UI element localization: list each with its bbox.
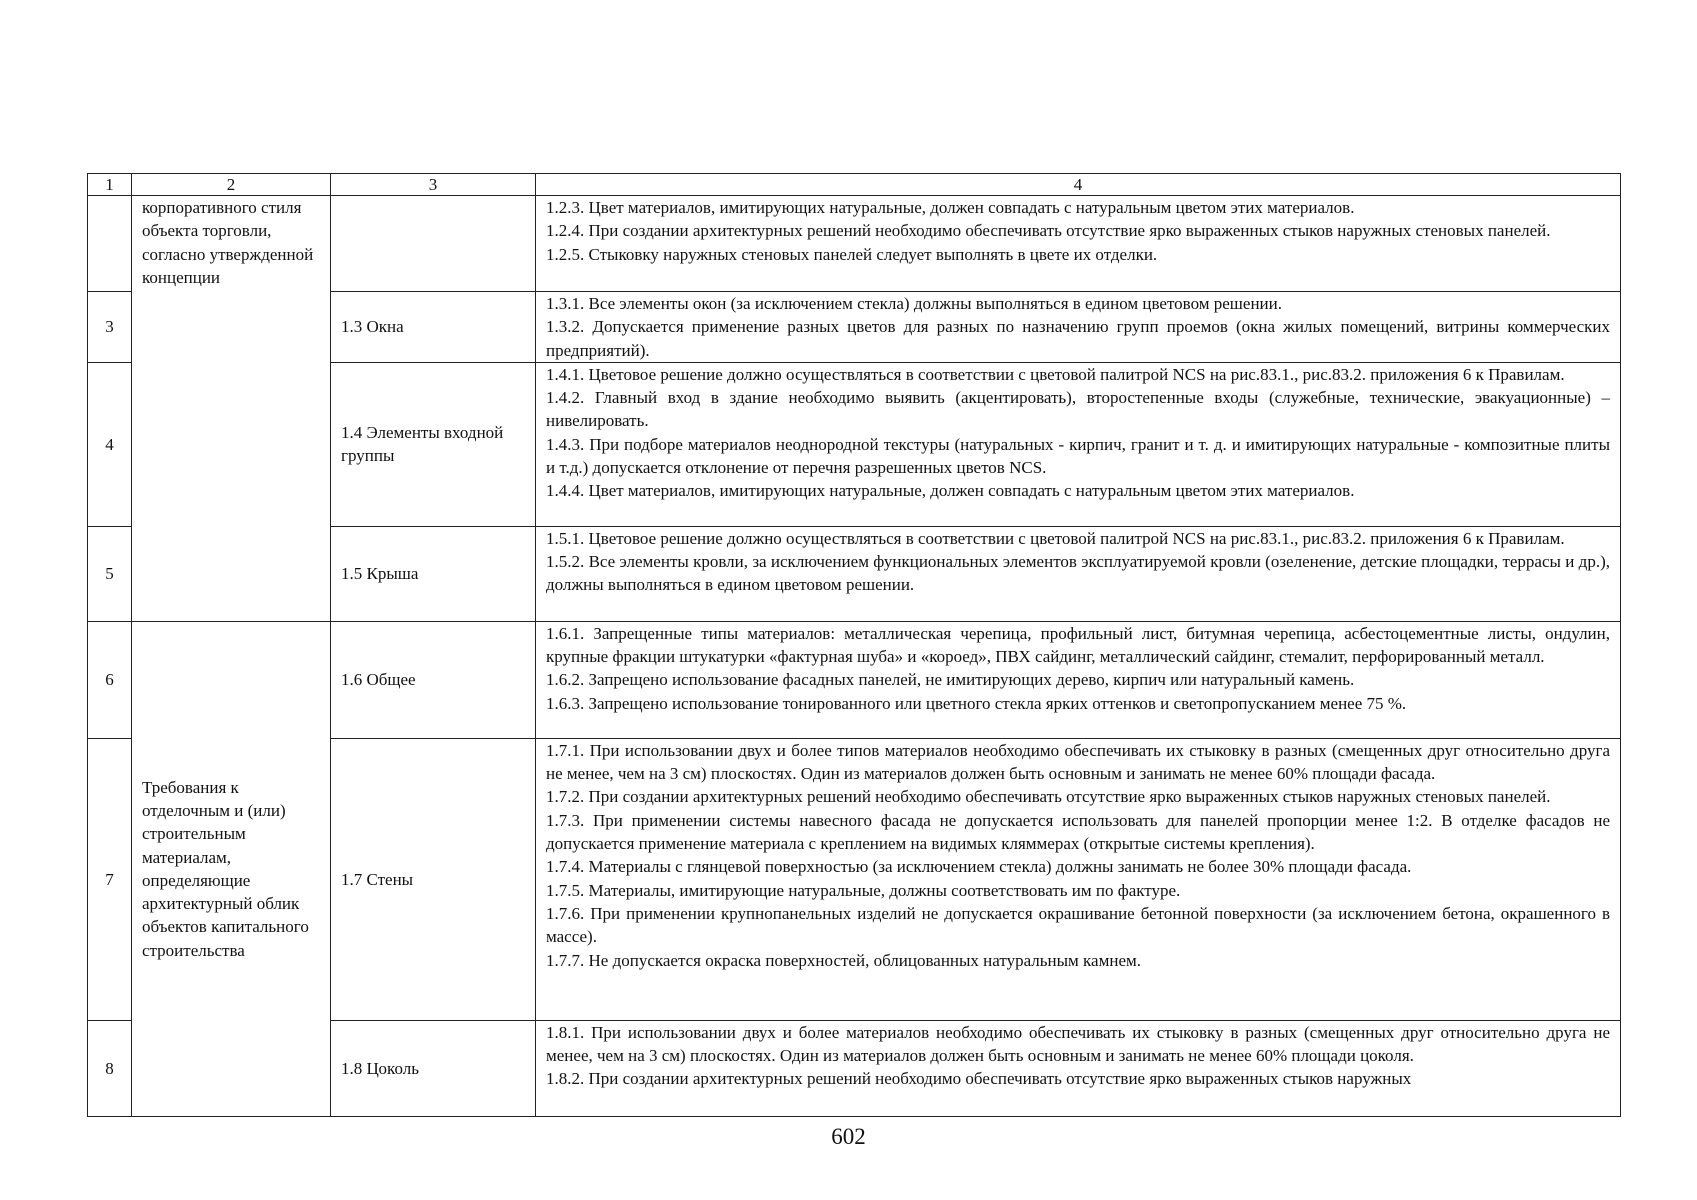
element-cell: 1.4 Элементы входной группы bbox=[331, 362, 536, 526]
table-row bbox=[88, 196, 1621, 292]
element-cell: 1.5 Крыша bbox=[331, 526, 536, 621]
header-cell-1: 1 bbox=[88, 174, 132, 196]
requirement-item: 1.2.5. Стыковку наружных стеновых панелей следует выполнять в цвете их отделки. bbox=[546, 244, 1158, 264]
requirements-cell bbox=[536, 526, 1621, 621]
table-header-row bbox=[88, 174, 1621, 196]
header-cell-2: 2 bbox=[132, 174, 331, 196]
requirement-item: 1.2.3. Цвет материалов, имитирующих натуральные, должен совпадать с натуральным цветом этих материалов. bbox=[546, 198, 1355, 217]
requirement-item: 1.6.2. Запрещено использование фасадных панелей, не имитирующих дерево, кирпич или натуральный камень. bbox=[546, 670, 1355, 690]
element-cell: 1.6 Общее bbox=[331, 621, 536, 738]
requirement-item: 1.7.4. Материалы с глянцевой поверхностью (за исключением стекла) должны занимать не более 30% площади фасада. bbox=[546, 857, 1412, 877]
requirements-cell bbox=[536, 621, 1621, 738]
row-number-cell: 8 bbox=[88, 1020, 132, 1116]
requirement-item: 1.8.2. При создании архитектурных решений необходимо обеспечивать отсутствие ярко выраженных стыков наружных bbox=[546, 1069, 1412, 1089]
requirement-item: 1.3.2. Допускается применение разных цветов для разных по назначению групп проемов (окна жилых помещений, витрины коммерческих предприятий). bbox=[546, 317, 1610, 360]
element-cell: 1.7 Стены bbox=[331, 738, 536, 1020]
requirement-item: 1.4.3. При подборе материалов неоднородной текстуры (натуральных - кирпич, гранит и т. д. и имитирующих натуральные - композитные плиты и т.д.) допускается отклонение от перечня разрешенных цветов NCS. bbox=[546, 434, 1610, 478]
requirement-item: 1.6.1. Запрещенные типы материалов: металлическая черепица, профильный лист, битумная черепица, асбестоцементные листы, ондулин, крупные фракции штукатурки «фактурная шуба» и «короед», ПВХ сайдинг, металлический сайдинг, стемалит, перфорированный металл. bbox=[546, 623, 1610, 667]
requirement-item: 1.7.2. При создании архитектурных решений необходимо обеспечивать отсутствие ярко выраженных стыков наружных стеновых панелей. bbox=[546, 787, 1551, 807]
header-cell-4: 4 bbox=[536, 174, 1621, 196]
requirements-cell bbox=[536, 292, 1621, 363]
requirements-cell bbox=[536, 196, 1621, 292]
table-row bbox=[88, 621, 1621, 738]
requirement-item: 1.4.2. Главный вход в здание необходимо выявить (акцентировать), второстепенные входы (служебные, технические, эвакуационные) – нивелировать. bbox=[546, 388, 1610, 431]
requirement-item: 1.7.3. При применении системы навесного фасада не допускается использовать для панелей пропорции менее 1:2. В отделке фасадов не допускается применение материала с креплением на видимых кляммерах (открытые системы крепления). bbox=[546, 810, 1610, 854]
requirements-cell bbox=[536, 362, 1621, 526]
row-number-cell: 3 bbox=[88, 292, 132, 363]
requirement-item: 1.5.2. Все элементы кровли, за исключением функциональных элементов эксплуатируемой кровли (озеленение, детские площадки, террасы и др.), должны выполняться в едином цветовом решении. bbox=[546, 552, 1610, 595]
requirement-item: 1.4.1. Цветовое решение должно осуществляться в соответствии с цветовой палитрой NCS на рис.83.1., рис.83.2. приложения 6 к Правилам. bbox=[546, 364, 1565, 384]
element-cell: 1.3 Окна bbox=[331, 292, 536, 363]
category-cell-corporate-style: корпоративного стиля объекта торговли, согласно утвержденной концепции bbox=[132, 196, 331, 622]
requirements-cell bbox=[536, 1020, 1621, 1116]
element-cell bbox=[331, 196, 536, 292]
requirements-table bbox=[87, 173, 1621, 1117]
header-cell-3: 3 bbox=[331, 174, 536, 196]
requirement-item: 1.7.6. При применении крупнопанельных изделий не допускается окрашивание бетонной поверхности (за исключением бетона, окрашенного в массе). bbox=[546, 903, 1610, 947]
element-cell: 1.8 Цоколь bbox=[331, 1020, 536, 1116]
requirement-item: 1.3.1. Все элементы окон (за исключением стекла) должны выполняться в едином цветовом решении. bbox=[546, 294, 1282, 313]
row-number-cell: 6 bbox=[88, 621, 132, 738]
row-number-cell: 4 bbox=[88, 362, 132, 526]
row-number-cell bbox=[88, 196, 132, 292]
requirement-item: 1.7.1. При использовании двух и более типов материалов необходимо обеспечивать их стыковку в разных (смещенных друг относительно друга не менее, чем на 3 см) плоскостях. Один из материалов должен быть основным и занимать не менее 60% площади фасада. bbox=[546, 740, 1610, 784]
requirements-cell bbox=[536, 738, 1621, 1020]
requirement-item: 1.5.1. Цветовое решение должно осуществляться в соответствии с цветовой палитрой NCS на рис.83.1., рис.83.2. приложения 6 к Правилам. bbox=[546, 528, 1565, 548]
requirement-item: 1.2.4. При создании архитектурных решений необходимо обеспечивать отсутствие ярко выраженных стыков наружных стеновых панелей. bbox=[546, 221, 1551, 241]
requirement-item: 1.7.7. Не допускается окраска поверхностей, облицованных натуральным камнем. bbox=[546, 950, 1142, 970]
requirement-item: 1.7.5. Материалы, имитирующие натуральные, должны соответствовать им по фактуре. bbox=[546, 880, 1181, 900]
requirement-item: 1.4.4. Цвет материалов, имитирующих натуральные, должен совпадать с натуральным цветом этих материалов. bbox=[546, 481, 1355, 501]
page-number: 602 bbox=[831, 1124, 866, 1149]
requirement-item: 1.8.1. При использовании двух и более материалов необходимо обеспечивать их стыковку в разных (смещенных друг относительно друга не менее, чем на 3 см) плоскостях. Один из материалов должен быть основным и занимать не менее 60% площади цоколя. bbox=[546, 1022, 1610, 1066]
row-number-cell: 5 bbox=[88, 526, 132, 621]
requirement-item: 1.6.3. Запрещено использование тонированного или цветного стекла ярких оттенков и светопропусканием менее 75 %. bbox=[546, 693, 1407, 713]
category-cell-materials: Требования к отделочным и (или) строительным материалам, определяющие архитектурный облик объектов капитального строительства bbox=[132, 621, 331, 1116]
row-number-cell: 7 bbox=[88, 738, 132, 1020]
